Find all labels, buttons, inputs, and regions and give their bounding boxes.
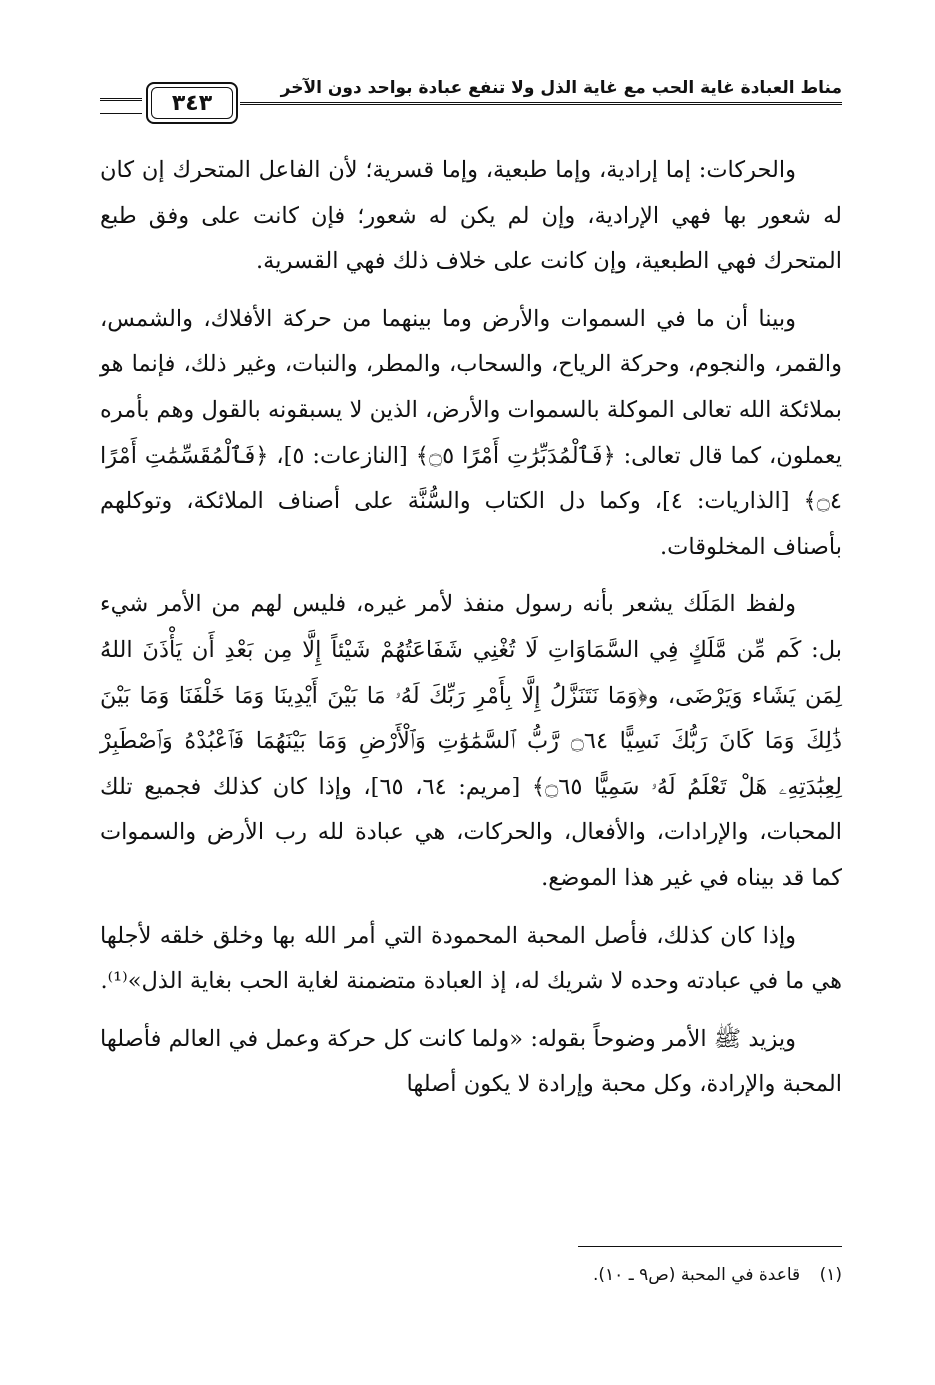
body-text [100,148,842,1120]
paragraph: والحركات: إما إرادية، وإما طبعية، وإما قسرية؛ لأن الفاعل المتحرك إن كان له شعور بها فهي الإرادية، وإن لم يكن له شعور؛ فإن كانت على وفق طبع المتحرك فهي الطبعية، وإن كانت على خلاف ذلك فهي القسرية. [100,157,842,275]
paragraph: وإذا كان كذلك، فأصل المحبة المحمودة التي أمر الله بها وخلق خلقه لأجلها هي ما في عبادته وحده لا شريك له، إذ العبادة متضمنة لغاية الحب بغاية الذل»⁽¹⁾. [100,922,842,995]
paragraph: وبينا أن ما في السموات والأرض وما بينهما من حركة الأفلاك، والشمس، والقمر، والنجوم، وحركة الرياح، والسحاب، والمطر، والنبات، وغير ذلك، فإنما هو بملائكة الله تعالى الموكلة بالسموات والأرض، الذين لا يسبقونه بالقول وهم بأمره يعملون، كما قال تعالى: ﴿فَٱلْمُدَبِّرَٰتِ أَمْرًا ۝٥﴾ [النازعات: ٥]، ﴿فَٱلْمُقَسِّمَٰتِ أَمْرًا ۝٤﴾ [الذاريات: ٤]، وكما دل الكتاب والسُّنَّة على أصناف الملائكة، وتوكلهم بأصناف المخلوقات. [100,305,842,560]
footnote-text: قاعدة في المحبة (ص٩ ـ ١٠). [593,1265,801,1285]
paragraph: ولفظ المَلَك يشعر بأنه رسول منفذ لأمر غيره، فليس لهم من الأمر شيء بل: كَم مِّن مَّلَكٍ فِي السَّمَاوَاتِ لَا تُغْنِي شَفَاعَتُهُمْ شَيْئاً إِلَّا مِن بَعْدِ أَن يَأْذَنَ اللهُ لِمَن يَشَاء وَيَرْضَى، و﴿وَمَا نَتَنَزَّلُ إِلَّا بِأَمْرِ رَبِّكَ لَهُۥ مَا بَيْنَ أَيْدِينَا وَمَا خَلْفَنَا وَمَا بَيْنَ ذَٰلِكَ وَمَا كَانَ رَبُّكَ نَسِيًّا ۝٦٤ رَّبُّ ٱلسَّمَٰوَٰتِ وَٱلْأَرْضِ وَمَا بَيْنَهُمَا فَٱعْبُدْهُ وَٱصْطَبِرْ لِعِبَٰدَتِهِۦ هَلْ تَعْلَمُ لَهُۥ سَمِيًّا ۝٦٥﴾ [مريم: ٦٤، ٦٥]، وإذا كان كذلك فجميع تلك المحبات، والإرادات، والأفعال، والحركات، هي عبادة لله رب الأرض والسموات كما قد بيناه في غير هذا الموضع. [100,591,843,891]
page-number: ٣٤٣ [171,90,213,116]
footnote [100,1262,842,1288]
header-rule [240,102,842,105]
running-title: مناط العبادة غاية الحب مع غاية الذل ولا تنفع عبادة بواحد دون الآخر [280,78,842,98]
page-number-frame [146,82,238,124]
footnote-separator [578,1246,842,1247]
page-header [100,70,842,130]
paragraph: ويزيد ﷺ الأمر وضوحاً بقوله: «ولما كانت كل حركة وعمل في العالم فأصلها المحبة والإرادة، وكل محبة وإرادة لا يكون أصلها [100,1025,842,1098]
header-ornament [100,98,142,114]
footnote-marker: (١) [819,1265,842,1285]
